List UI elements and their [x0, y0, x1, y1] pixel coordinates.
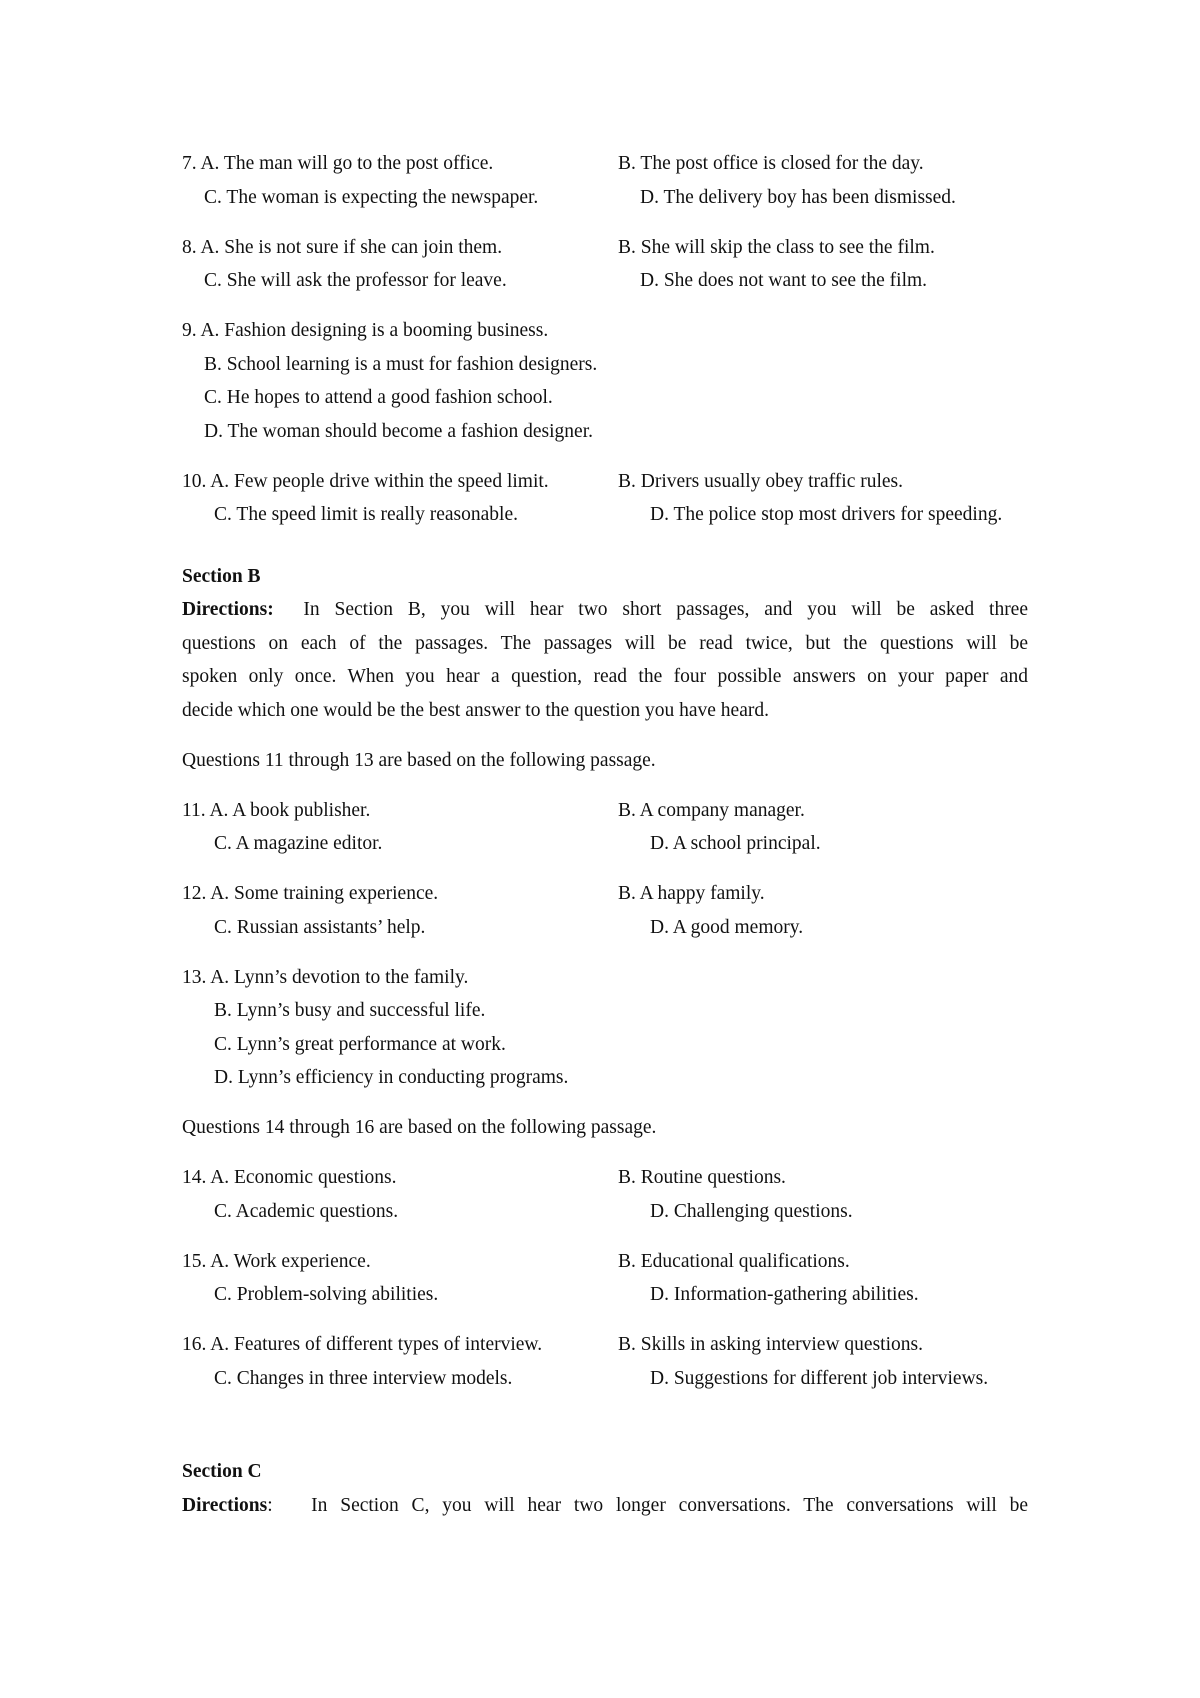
- question-10-option-d: D. The police stop most drivers for speeding.: [650, 504, 1003, 525]
- question-7-option-a: 7. A. The man will go to the post office.: [182, 153, 494, 174]
- question-14-option-d: D. Challenging questions.: [650, 1200, 853, 1222]
- question-11-option-b: B. A company manager.: [618, 799, 805, 821]
- section-b-directions-line-1: Directions: In Section B, you will hear two short passages, and you will be asked three: [182, 599, 1028, 620]
- page-content: [182, 147, 1028, 1522]
- question-15: [182, 1245, 1028, 1312]
- question-8-option-a: 8. A. She is not sure if she can join them.: [182, 236, 503, 258]
- question-8-option-d: D. She does not want to see the film.: [640, 270, 928, 291]
- question-8: [182, 231, 1028, 298]
- question-16-option-a: 16. A. Features of different types of interview.: [182, 1334, 543, 1355]
- section-c-directions-line-1: Directions: In Section C, you will hear two longer conversations. The conversations will be: [182, 1494, 1029, 1516]
- question-9-option-c: C. He hopes to attend a good fashion school.: [204, 387, 553, 408]
- question-8-option-b: B. She will skip the class to see the film.: [618, 236, 935, 258]
- question-13-option-b: B. Lynn’s busy and successful life.: [214, 1000, 486, 1021]
- question-11-option-d: D. A school principal.: [650, 833, 821, 854]
- question-14-option-b: B. Routine questions.: [618, 1167, 786, 1188]
- question-10-option-a: 10. A. Few people drive within the speed limit.: [182, 470, 549, 492]
- question-14: [182, 1161, 1028, 1228]
- section-b-directions-line-4: decide which one would be the best answer to the question you have heard.: [182, 699, 769, 721]
- question-11-option-a: 11. A. A book publisher.: [182, 799, 371, 821]
- question-15-option-a: 15. A. Work experience.: [182, 1250, 371, 1272]
- question-16-option-b: B. Skills in asking interview questions.: [618, 1334, 923, 1355]
- directions-label: Directions: [182, 1494, 268, 1516]
- passage-1-intro: Questions 11 through 13 are based on the following passage.: [182, 749, 656, 771]
- question-14-option-c: C. Academic questions.: [214, 1200, 399, 1222]
- question-10-option-c: C. The speed limit is really reasonable.: [214, 504, 518, 525]
- question-9: [182, 314, 1028, 448]
- section-b-directions-line-3: spoken only once. When you hear a question, read the four possible answers on your paper and: [182, 666, 1028, 687]
- question-8-option-c: C. She will ask the professor for leave.: [204, 270, 507, 291]
- section-c-title: Section C: [182, 1461, 262, 1482]
- question-9-option-b: B. School learning is a must for fashion designers.: [204, 353, 598, 375]
- question-12-option-d: D. A good memory.: [650, 916, 804, 938]
- question-12-option-c: C. Russian assistants’ help.: [214, 916, 426, 938]
- question-10-option-b: B. Drivers usually obey traffic rules.: [618, 470, 904, 492]
- question-7-option-d: D. The delivery boy has been dismissed.: [640, 186, 956, 208]
- question-12: [182, 877, 1028, 944]
- question-9-option-d: D. The woman should become a fashion designer.: [204, 420, 594, 442]
- question-7: [182, 147, 1028, 214]
- question-13-option-d: D. Lynn’s efficiency in conducting programs.: [214, 1067, 569, 1088]
- question-15-option-b: B. Educational qualifications.: [618, 1250, 850, 1272]
- question-13: [182, 961, 1028, 1095]
- question-9-option-a: 9. A. Fashion designing is a booming business.: [182, 320, 549, 341]
- question-11: [182, 794, 1028, 861]
- section-b-title: Section B: [182, 565, 261, 587]
- question-16-option-c: C. Changes in three interview models.: [214, 1367, 513, 1389]
- passage-2-intro: Questions 14 through 16 are based on the following passage.: [182, 1117, 657, 1138]
- question-15-option-d: D. Information-gathering abilities.: [650, 1284, 919, 1305]
- question-13-option-c: C. Lynn’s great performance at work.: [214, 1033, 506, 1055]
- question-16-option-d: D. Suggestions for different job interviews.: [650, 1367, 989, 1389]
- section-b-directions-line-2: questions on each of the passages. The passages will be read twice, but the questions will be: [182, 632, 1028, 654]
- question-13-option-a: 13. A. Lynn’s devotion to the family.: [182, 966, 469, 988]
- question-16: [182, 1328, 1028, 1395]
- section-c-directions: [182, 1489, 1028, 1523]
- question-7-option-c: C. The woman is expecting the newspaper.: [204, 186, 539, 208]
- question-12-option-a: 12. A. Some training experience.: [182, 883, 439, 904]
- directions-label: Directions:: [182, 599, 274, 620]
- question-14-option-a: 14. A. Economic questions.: [182, 1167, 397, 1188]
- question-7-option-b: B. The post office is closed for the day.: [618, 153, 924, 174]
- question-15-option-c: C. Problem-solving abilities.: [214, 1284, 439, 1305]
- question-11-option-c: C. A magazine editor.: [214, 833, 383, 854]
- question-10: [182, 465, 1028, 532]
- section-b-directions: [182, 593, 1028, 727]
- question-12-option-b: B. A happy family.: [618, 883, 765, 904]
